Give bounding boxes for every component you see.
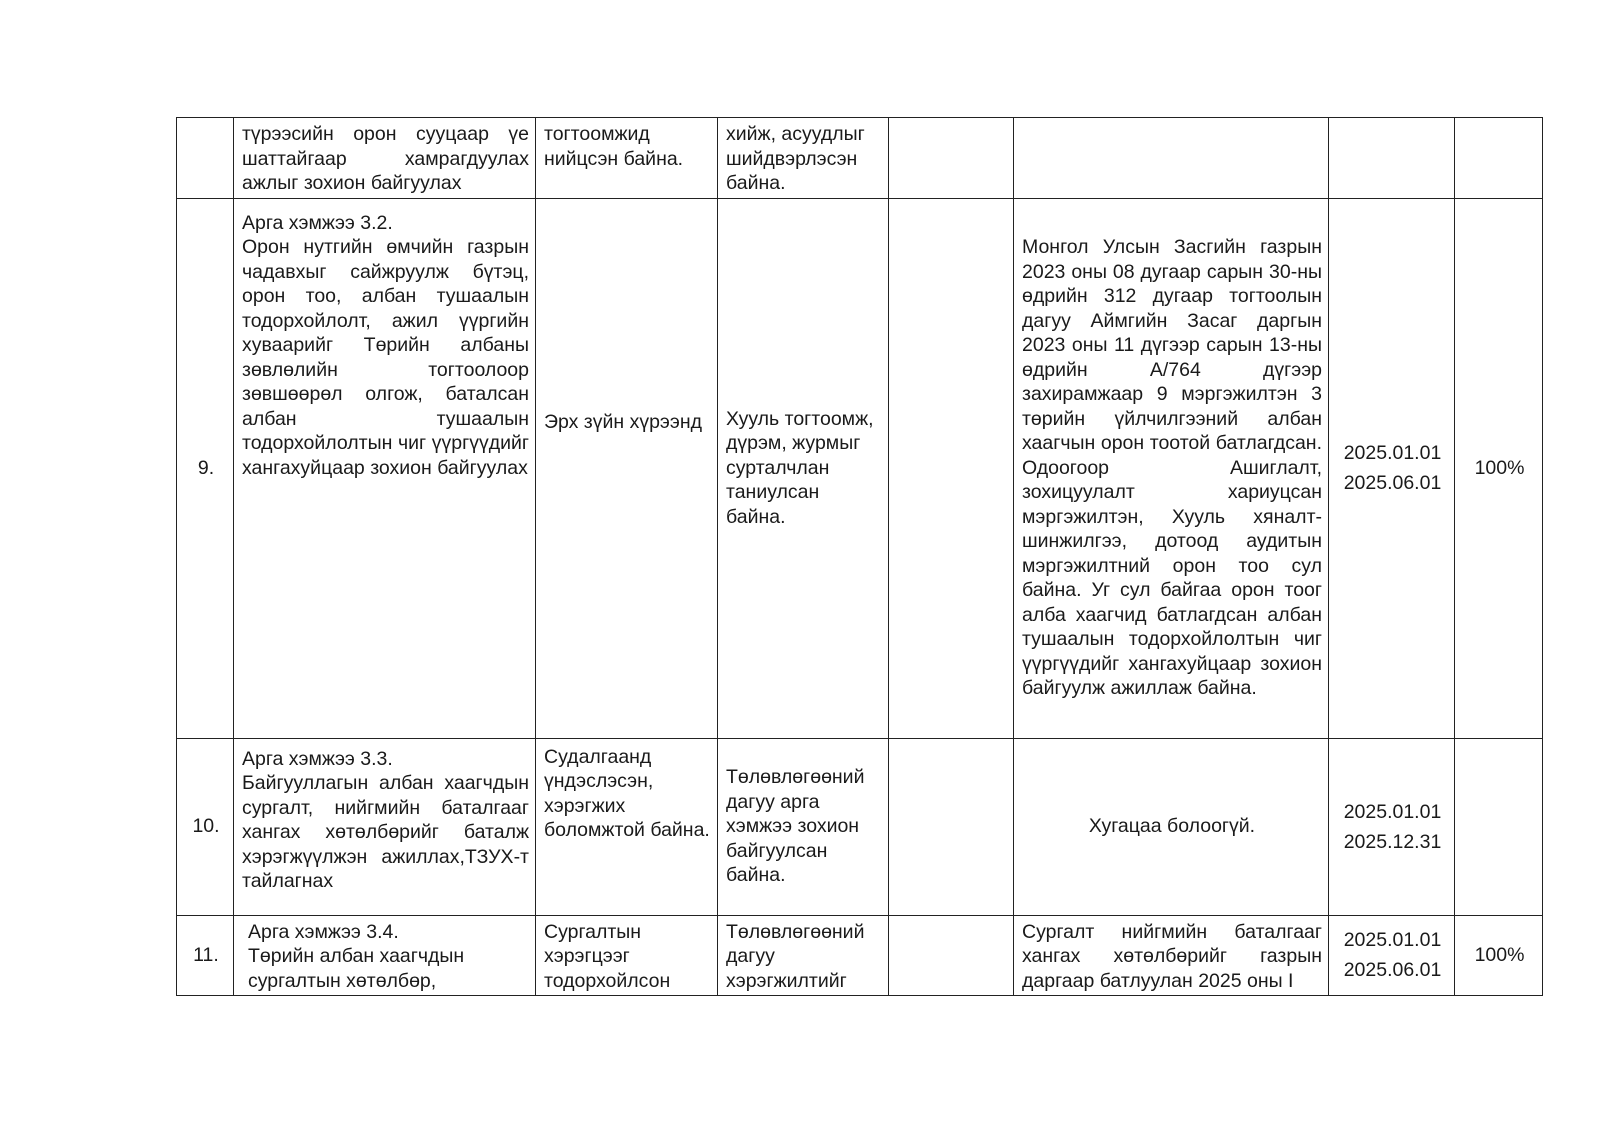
percent-cell [1455, 118, 1543, 199]
blank-cell [889, 738, 1014, 915]
criteria-cell [536, 118, 718, 199]
report-cell [1014, 198, 1329, 738]
criteria-cell [536, 198, 718, 738]
measure-text: түрээсийн орон сууцаар үе шаттайгаар хамрагдуулах ажлыг зохион байгуулах [242, 123, 529, 194]
report-cell [1014, 118, 1329, 199]
table-row [177, 198, 1543, 738]
blank-cell [889, 118, 1014, 199]
percent-value [1455, 825, 1542, 829]
date-range: 2025.01.01 2025.06.01 [1343, 442, 1442, 494]
result-text: Хууль тогтоомж, дүрэм, журмыг сурталчлан таниулсан байна. [726, 407, 874, 528]
table-row [177, 915, 1543, 996]
row-number-cell [177, 118, 234, 199]
report-text: Монгол Улсын Засгийн газрын 2023 оны 08 дугаар сарын 30-ны өдрийн 312 дугаар тогтоолын дагуу Аймгийн Засаг даргын 2023 оны 11 дүгээр сарын 13-ны өдрийн А/764 дүгээр захирамжаар 9 мэргэжилтэн 3 төрийн үйлчилгээний албан хаагчын орон тоотой батлагдсан. Одоогоор Ашиглалт, зохицуулалт хариуцсан мэргэжилтэн, Хууль хяналт-шинжилгээ, дотоод аудитын мэргэжилтний орон тоо сул байна. Уг сул байгаа орон тоог алба хаагчид батлагдсан албан тушаалын тодорхойлолтын чиг үүргүүдийг хангахуйцаар зохион байгуулж ажиллаж байна. [1022, 236, 1322, 700]
criteria-text: тогтоомжид нийцсэн байна. [544, 123, 684, 170]
criteria-cell [536, 738, 718, 915]
result-text: Төлөвлөгөөний дагуу арга хэмжээ зохион байгуулсан байна. [726, 766, 865, 887]
date-range: 2025.01.01 2025.12.31 [1343, 800, 1442, 853]
result-cell [718, 198, 889, 738]
criteria-text: Сургалтын хэрэгцээг тодорхойлсон [544, 920, 671, 992]
result-cell [718, 915, 889, 996]
row-number: 10. [192, 815, 220, 838]
blank-cell [889, 915, 1014, 996]
criteria-text: Эрх зүйн хүрээнд [544, 411, 702, 433]
percent-cell [1455, 915, 1543, 996]
row-number: 11. [193, 944, 219, 966]
measure-cell [234, 738, 536, 915]
measure-cell [234, 198, 536, 738]
dates-cell [1329, 738, 1455, 915]
table-row [177, 738, 1543, 915]
dates-cell [1329, 198, 1455, 738]
measure-text: Арга хэмжээ 3.2. Орон нутгийн өмчийн газрын чадавхыг сайжруулж бүтэц, орон тоо, албан тушаалын тодорхойлолт, ажил үүргийн хуваарийг Төрийн албаны зөвлөлийн тогтоолоор зөвшөөрөл олгож, баталсан албан тушаалын тодорхойлолтын чиг үүргүүдийг хангахуйцаар зохион байгуулах [242, 211, 529, 479]
row-number-cell [177, 915, 234, 996]
report-cell [1014, 738, 1329, 915]
report-cell [1014, 915, 1329, 996]
criteria-text: Судалгаанд үндэслэсэн, хэрэгжих боломжтой байна. [544, 745, 710, 841]
percent-value: 100% [1474, 456, 1525, 479]
measure-text: Арга хэмжээ 3.4. Төрийн албан хаагчдын сургалтын хөтөлбөр, [248, 920, 465, 992]
row-number-cell [177, 198, 234, 738]
dates-cell [1329, 118, 1455, 199]
row-number-cell [177, 738, 234, 915]
measure-text: Арга хэмжээ 3.3. Байгууллагын албан хаагчдын сургалт, нийгмийн баталгааг хангах хөтөлбөрийг баталж хэрэгжүүлжэн ажиллах,ТЗУХ-т тайлагнах [242, 747, 529, 892]
dates-cell [1329, 915, 1455, 996]
percent-value: 100% [1474, 944, 1525, 966]
result-cell [718, 118, 889, 199]
report-text: Сургалт нийгмийн баталгааг хангах хөтөлбөрийг газрын даргаар батлуулан 2025 оны I [1022, 920, 1322, 992]
result-text: хийж, асуудлыг шийдвэрлэсэн байна. [726, 123, 865, 194]
percent-cell [1455, 198, 1543, 738]
percent-cell [1455, 738, 1543, 915]
report-table [176, 117, 1543, 996]
result-text: Төлөвлөгөөний дагуу хэрэгжилтийг [726, 920, 865, 992]
result-cell [718, 738, 889, 915]
date-range: 2025.01.01 2025.06.01 [1343, 929, 1442, 982]
report-text: Хугацаа болоогүй. [1088, 815, 1256, 838]
blank-cell [889, 198, 1014, 738]
measure-cell [234, 915, 536, 996]
row-number: 9. [197, 456, 215, 479]
table-row [177, 118, 1543, 199]
criteria-cell [536, 915, 718, 996]
measure-cell [234, 118, 536, 199]
